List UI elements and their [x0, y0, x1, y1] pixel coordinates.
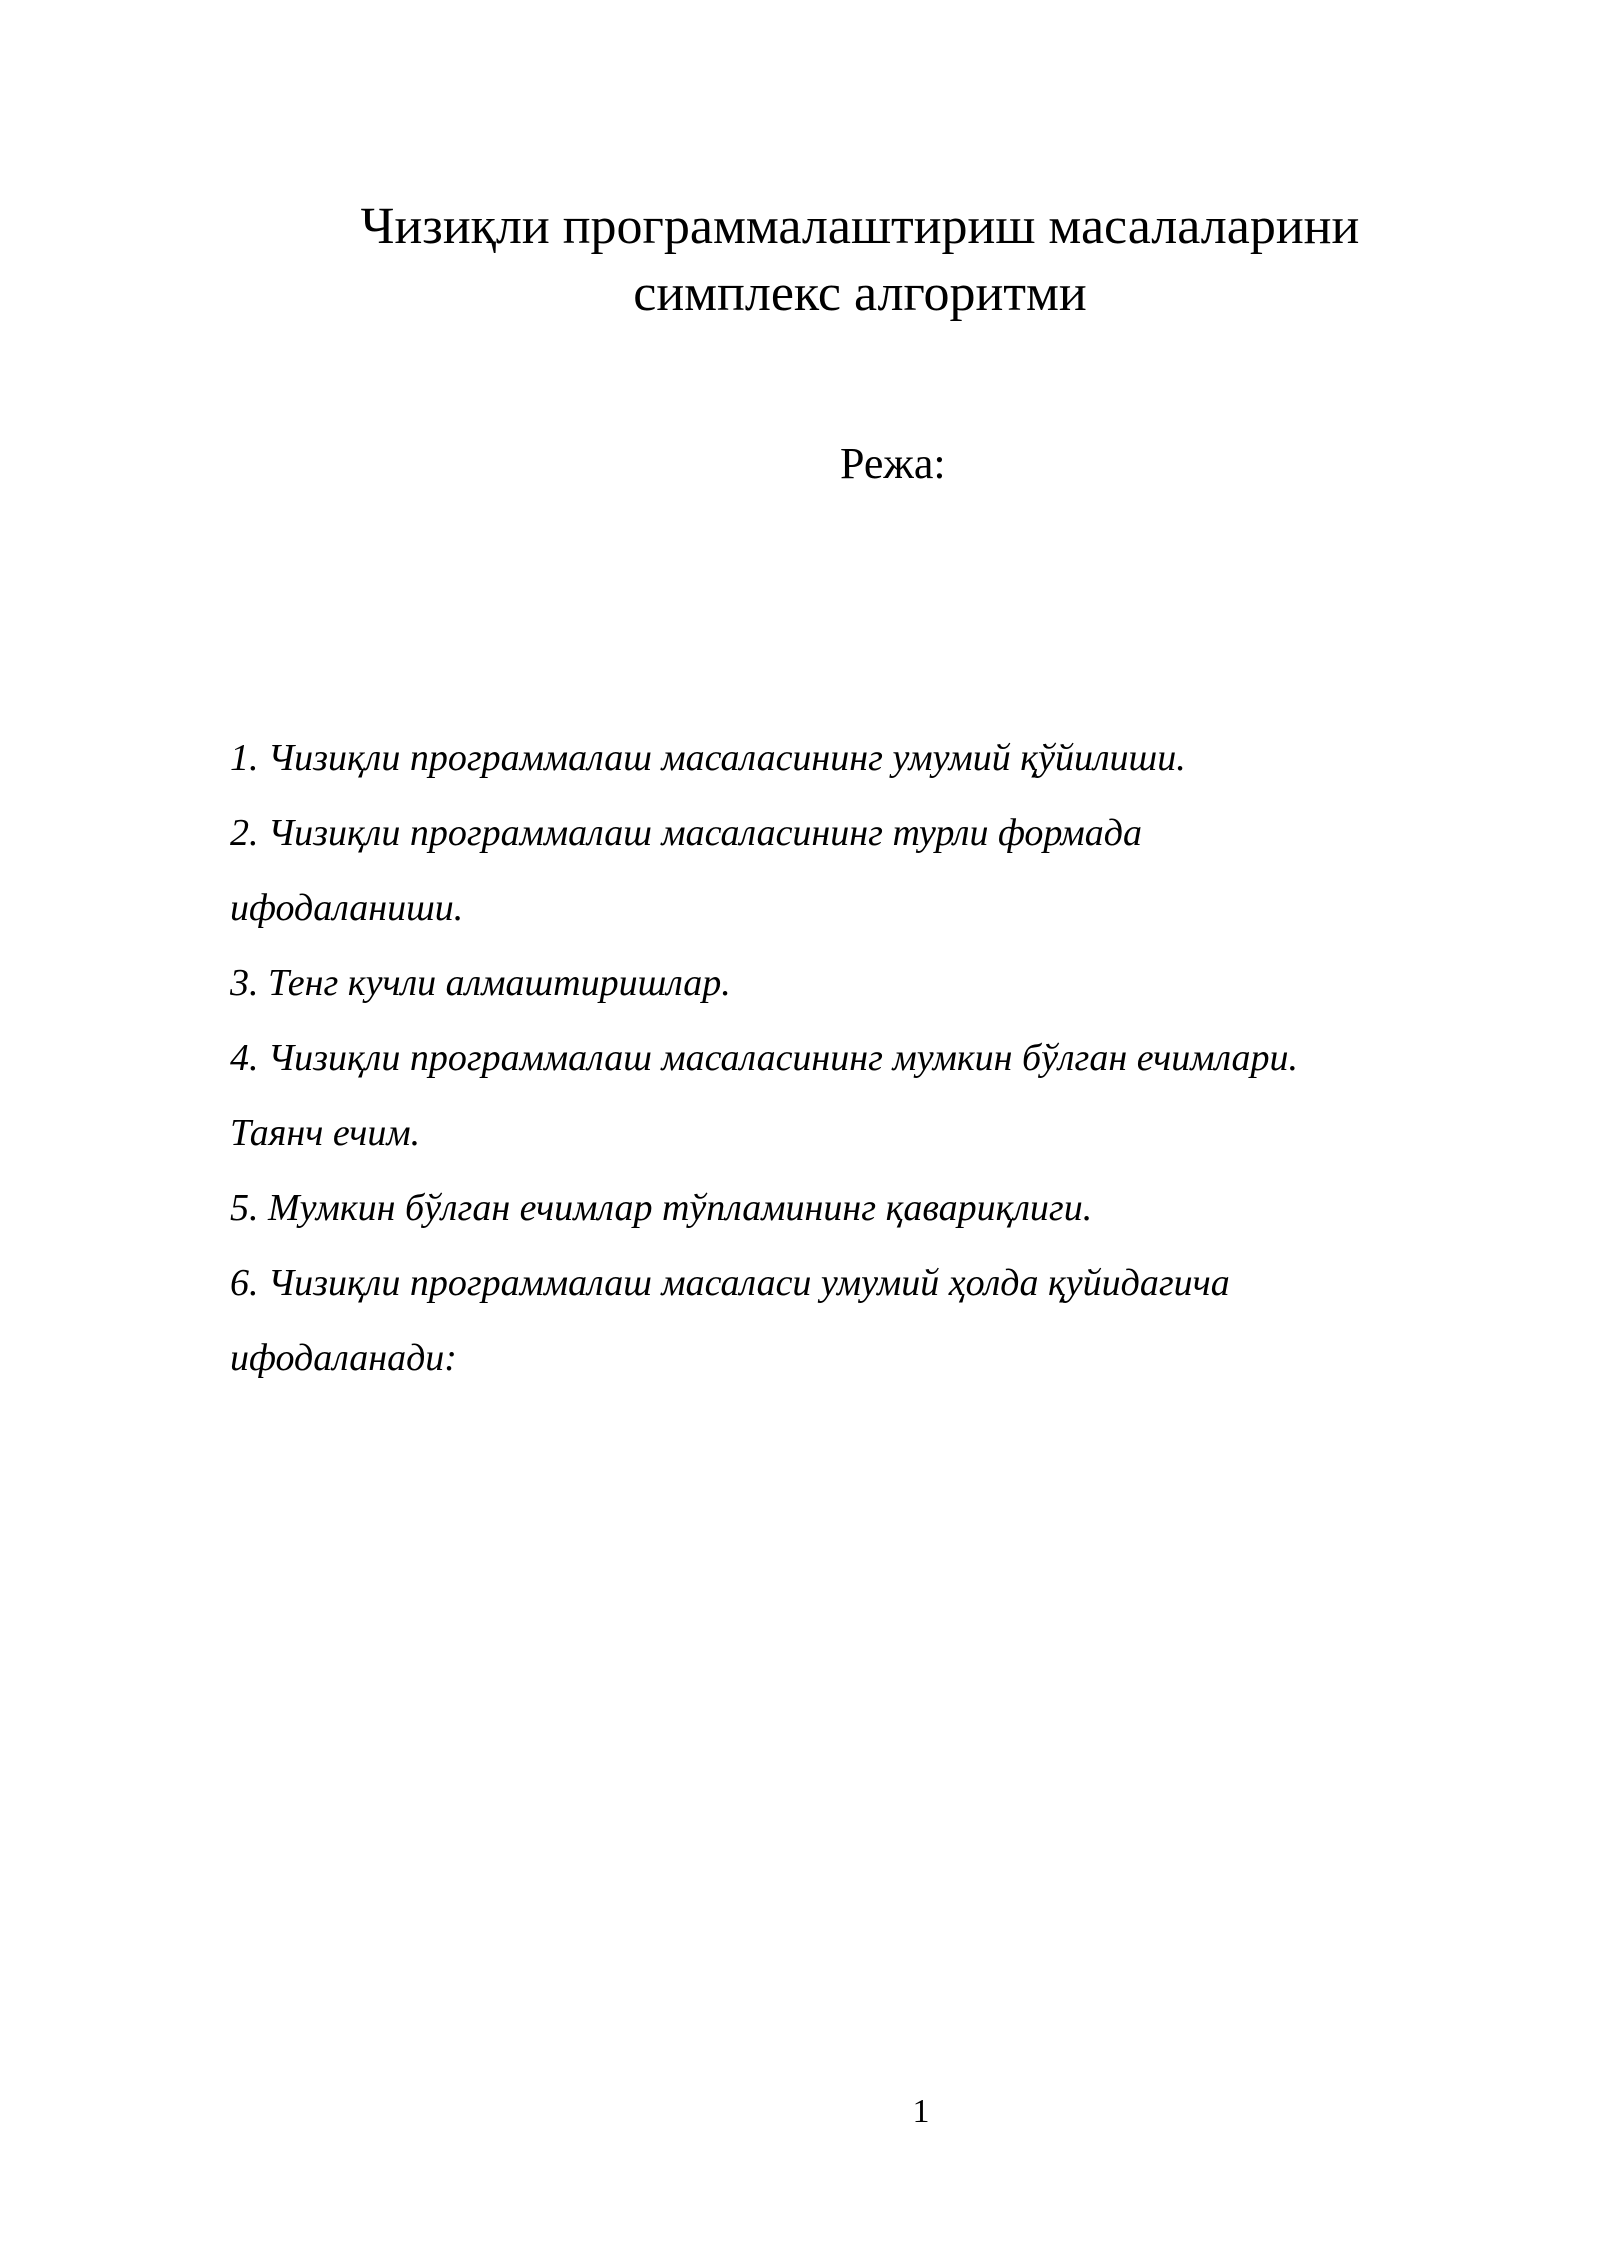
document-title — [230, 193, 1490, 327]
plan-heading: Режа: — [840, 439, 946, 488]
plan-list — [230, 721, 1490, 1396]
title-line: Чизиқли программалаштириш масалаларини — [360, 197, 1360, 255]
plan-item-1: 1. Чизиқли программалаш масаласининг умумий қўйилиши. — [230, 737, 1186, 779]
plan-item-2-continuation: ифодаланиши. — [230, 887, 464, 929]
plan-item-4-continuation: Таянч ечим. — [230, 1112, 421, 1154]
page-number: 1 — [912, 2093, 930, 2130]
title-line: симплекс алгоритми — [633, 264, 1087, 322]
plan-item-6: 6. Чизиқли программалаш масаласи умумий ҳолда қуйидагича — [230, 1262, 1230, 1304]
plan-item-5: 5. Мумкин бўлган ечимлар тўпламининг қавариқлиги. — [230, 1187, 1093, 1229]
plan-item-3: 3. Тенг кучли алмаштиришлар. — [230, 962, 731, 1004]
plan-item-6-continuation: ифодаланади: — [230, 1337, 457, 1379]
plan-item-4: 4. Чизиқли программалаш масаласининг мумкин бўлган ечимлари. — [230, 1037, 1299, 1079]
plan-item-2: 2. Чизиқли программалаш масаласининг турли формада — [230, 812, 1142, 854]
